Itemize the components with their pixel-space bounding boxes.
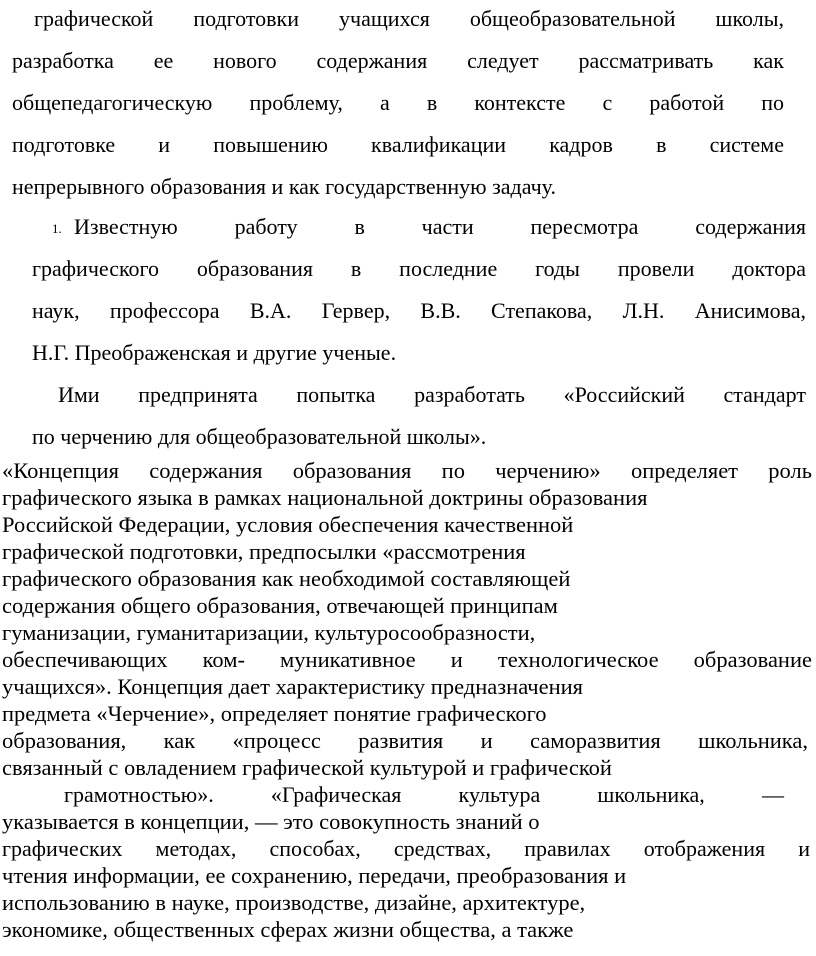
text-line: «Концепция содержания образования по черчению» определяет роль (2, 458, 812, 483)
text-line: содержания общего образования, отвечающей принципам (2, 593, 558, 618)
text-line: обеспечивающих ком- муникативное и технологическое образование (2, 647, 812, 672)
text-line: гуманизации, гуманитаризации, культуросообразности, (2, 620, 536, 645)
text-line: указывается в концепции, — это совокупность знаний о (2, 809, 540, 834)
list-number: 1. (52, 221, 62, 236)
text-line: графического образования в последние годы провели доктора (32, 256, 806, 281)
text-line: использованию в науке, производстве, дизайне, архитектуре, (2, 890, 586, 915)
text-line: экономике, общественных сферах жизни общества, а также (2, 917, 574, 942)
text-line: образования, как «процесс развития и саморазвития школьника, (2, 728, 808, 753)
text-line: общепедагогическую проблему, а в контексте с работой по (12, 90, 784, 115)
text-line: графического языка в рамках национальной доктрины образования (2, 485, 648, 510)
text-line: Н.Г. Преображенская и другие ученые. (32, 340, 397, 365)
text-line: Российской Федерации, условия обеспечения качественной (2, 512, 574, 537)
text-line: подготовке и повышению квалификации кадров в системе (12, 132, 784, 157)
text-line: наук, профессора В.А. Гервер, В.В. Степакова, Л.Н. Анисимова, (32, 298, 806, 323)
text-line: графических методах, способах, средствах, правилах отображения и (2, 836, 810, 861)
text-line: графической подготовки, предпосылки «рассмотрения (2, 539, 526, 564)
text-line: Известную работу в части пересмотра содержания (74, 214, 806, 239)
text-line: учащихся». Концепция дает характеристику предназначения (2, 674, 584, 699)
text-line: Ими предпринята попытка разработать «Российский стандарт (58, 382, 806, 407)
text-line: предмета «Черчение», определяет понятие графического (2, 701, 547, 726)
text-line: связанный с овладением графической культурой и графической (2, 755, 612, 780)
text-line: графического образования как необходимой составляющей (2, 566, 571, 591)
text-line: непрерывного образования и как государственную задачу. (12, 174, 556, 199)
text-line: разработка ее нового содержания следует рассматривать как (12, 48, 784, 73)
text-line: грамотностью». «Графическая культура школьника, — (64, 782, 784, 807)
text-line: чтения информации, ее сохранению, передачи, преобразования и (2, 863, 627, 888)
text-line: по черчению для общеобразовательной школы». (32, 424, 487, 449)
text-line: графической подготовки учащихся общеобразовательной школы, (34, 6, 784, 31)
